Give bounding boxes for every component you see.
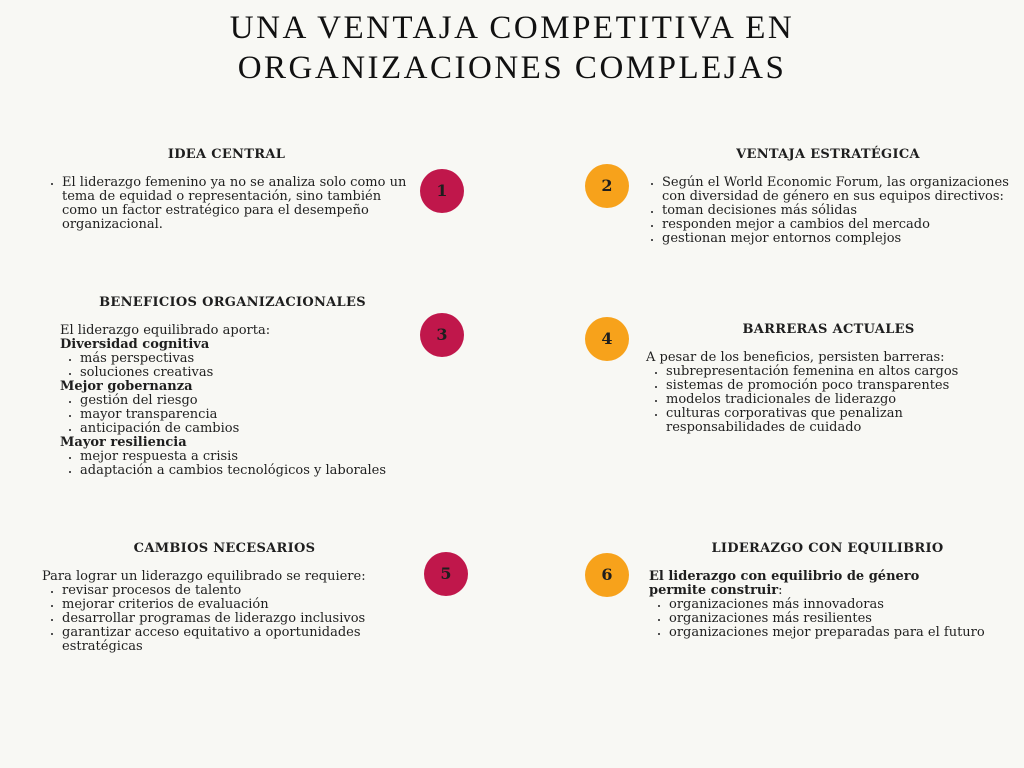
bullet-list bbox=[642, 176, 1012, 246]
bullet-list bbox=[646, 365, 966, 435]
group-label: Diversidad cognitiva bbox=[60, 337, 210, 352]
bullet-list bbox=[60, 394, 415, 436]
step-2-badge: 2 bbox=[585, 164, 629, 208]
list-item: • Según el World Economic Forum, las organizaciones con diversidad de género en sus equipos directivos: bbox=[662, 176, 1012, 204]
section-intro: A pesar de los beneficios, persisten barreras: bbox=[646, 350, 945, 365]
step-6-badge: 6 bbox=[585, 553, 629, 597]
list-item: • mejorar criterios de evaluación bbox=[62, 598, 382, 612]
list-item: • mayor transparencia bbox=[80, 408, 415, 422]
bullet-list bbox=[60, 450, 415, 478]
section-cambios-necesarios bbox=[42, 541, 382, 654]
page-title bbox=[0, 8, 1024, 88]
section-heading: LIDERAZGO CON EQUILIBRIO bbox=[711, 541, 944, 556]
section-heading: IDEA CENTRAL bbox=[167, 147, 286, 162]
list-item: • organizaciones más innovadoras bbox=[669, 598, 1004, 612]
section-intro: Para lograr un liderazgo equilibrado se requiere: bbox=[42, 569, 366, 584]
section-heading: BENEFICIOS ORGANIZACIONALES bbox=[99, 295, 366, 310]
section-heading: BARRERAS ACTUALES bbox=[742, 322, 915, 337]
list-item: • toman decisiones más sólidas bbox=[662, 204, 1012, 218]
list-item: • soluciones creativas bbox=[80, 366, 415, 380]
step-4-badge: 4 bbox=[585, 317, 629, 361]
list-item: • más perspectivas bbox=[80, 352, 415, 366]
bullet-list bbox=[42, 176, 407, 232]
list-item: • organizaciones mejor preparadas para el futuro bbox=[669, 626, 1004, 640]
section-intro-suffix: : bbox=[778, 583, 783, 598]
section-liderazgo-con-equilibrio bbox=[649, 541, 1004, 640]
bullet-list bbox=[42, 584, 382, 654]
section-beneficios-organizacionales bbox=[60, 295, 415, 478]
section-barreras-actuales bbox=[646, 322, 966, 435]
list-item: • sistemas de promoción poco transparentes bbox=[666, 379, 966, 393]
page-title-line-2: ORGANIZACIONES COMPLEJAS bbox=[237, 50, 787, 86]
group-label: Mejor gobernanza bbox=[60, 379, 193, 394]
list-item: • responden mejor a cambios del mercado bbox=[662, 218, 1012, 232]
list-item: • El liderazgo femenino ya no se analiza solo como un tema de equidad o representación, sino también como un factor estratégico para el desempeño organizacional. bbox=[62, 176, 407, 232]
list-item: • revisar procesos de talento bbox=[62, 584, 382, 598]
section-intro: El liderazgo equilibrado aporta: bbox=[60, 323, 271, 338]
section-heading: CAMBIOS NECESARIOS bbox=[133, 541, 316, 556]
list-item: • mejor respuesta a crisis bbox=[80, 450, 415, 464]
step-5-badge: 5 bbox=[424, 552, 468, 596]
section-ventaja-estrategica bbox=[642, 147, 1012, 246]
step-3-badge: 3 bbox=[420, 313, 464, 357]
section-heading: VENTAJA ESTRATÉGICA bbox=[736, 147, 920, 162]
list-item: • modelos tradicionales de liderazgo bbox=[666, 393, 966, 407]
step-1-badge: 1 bbox=[420, 169, 464, 213]
list-item: • garantizar acceso equitativo a oportunidades estratégicas bbox=[62, 626, 382, 654]
list-item: • gestión del riesgo bbox=[80, 394, 415, 408]
list-item: • anticipación de cambios bbox=[80, 422, 415, 436]
section-intro-bold: El liderazgo con equilibrio de género permite construir bbox=[649, 569, 920, 598]
group-label: Mayor resiliencia bbox=[60, 435, 187, 450]
list-item: • subrepresentación femenina en altos cargos bbox=[666, 365, 966, 379]
section-idea-central bbox=[42, 147, 407, 232]
page-title-line-1: UNA VENTAJA COMPETITIVA EN bbox=[229, 10, 795, 46]
list-item: • adaptación a cambios tecnológicos y laborales bbox=[80, 464, 415, 478]
bullet-list bbox=[60, 352, 415, 380]
bullet-list bbox=[649, 598, 1004, 640]
list-item: • desarrollar programas de liderazgo inclusivos bbox=[62, 612, 382, 626]
list-item: • organizaciones más resilientes bbox=[669, 612, 1004, 626]
section-intro bbox=[649, 570, 969, 598]
list-item: • culturas corporativas que penalizan responsabilidades de cuidado bbox=[666, 407, 966, 435]
list-item: • gestionan mejor entornos complejos bbox=[662, 232, 1012, 246]
